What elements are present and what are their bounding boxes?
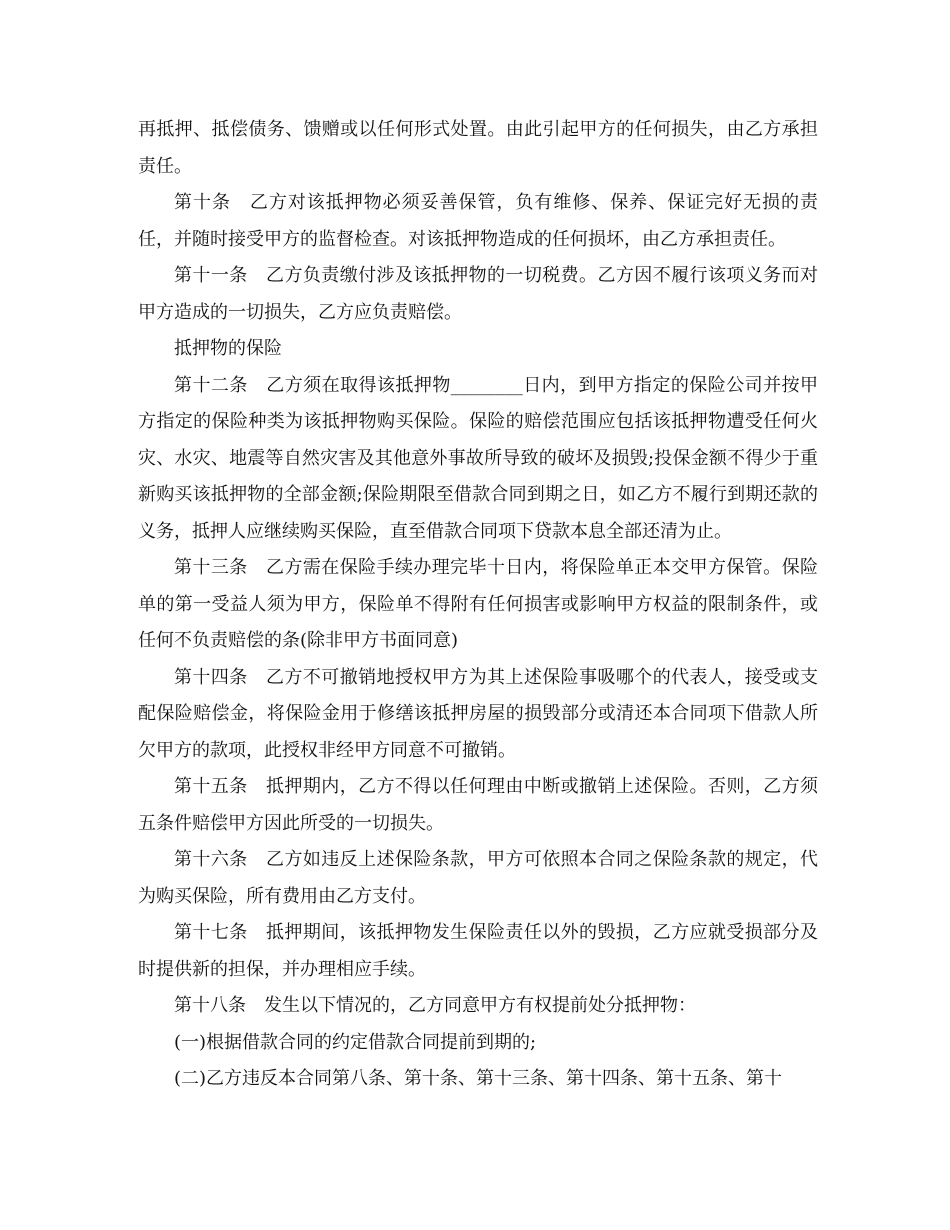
paragraph-article-10: 第十条 乙方对该抵押物必须妥善保管，负有维修、保养、保证完好无损的责任，并随时接受甲方的监督检查。对该抵押物造成的任何损坏，由乙方承担责任。 — [138, 192, 818, 250]
paragraph-article-17: 第十七条 抵押期间，该抵押物发生保险责任以外的毁损，乙方应就受损部分及时提供新的担保，并办理相应手续。 — [138, 922, 818, 980]
paragraph-article-11: 第十一条 乙方负责缴付涉及该抵押物的一切税费。乙方因不履行该项义务而对甲方造成的一切损失，乙方应负责赔偿。 — [138, 265, 818, 323]
paragraph-article-16: 第十六条 乙方如违反上述保险条款，甲方可依照本合同之保险条款的规定，代为购买保险，所有费用由乙方支付。 — [138, 849, 818, 907]
paragraph-article-12: 第十二条 乙方须在取得该抵押物________日内，到甲方指定的保险公司并按甲方指定的保险种类为该抵押物购买保险。保险的赔偿范围应包括该抵押物遭受任何火灾、水灾、地震等自然灾害及其他意外事故所导致的破坏及损毁;投保金额不得少于重新购买该抵押物的全部金额;保险期限至借款合同到期之日，如乙方不履行到期还款的义务，抵押人应继续购买保险，直至借款合同项下贷款本息全部还清为止。 — [138, 374, 818, 542]
paragraph-article-14: 第十四条 乙方不可撤销地授权甲方为其上述保险事吸哪个的代表人，接受或支配保险赔偿金，将保险金用于修缮该抵押房屋的损毁部分或清还本合同项下借款人所欠甲方的款项，此授权非经甲方同意不可撤销。 — [138, 666, 818, 761]
section-heading-insurance: 抵押物的保险 — [174, 338, 282, 359]
document-body — [138, 112, 818, 1098]
list-item-2: (二)乙方违反本合同第八条、第十条、第十三条、第十四条、第十五条、第十 — [174, 1068, 783, 1089]
paragraph-article-13: 第十三条 乙方需在保险手续办理完毕十日内，将保险单正本交甲方保管。保险单的第一受益人须为甲方，保险单不得附有任何损害或影响甲方权益的限制条件，或任何不负责赔偿的条(除非甲方书面同意) — [138, 557, 818, 651]
paragraph-article-18: 第十八条 发生以下情况的，乙方同意甲方有权提前处分抵押物： — [174, 995, 696, 1016]
paragraph-article-15: 第十五条 抵押期内，乙方不得以任何理由中断或撤销上述保险。否则，乙方须五条件赔偿甲方因此所受的一切损失。 — [138, 776, 818, 834]
list-item-1: (一)根据借款合同的约定借款合同提前到期的; — [174, 1031, 537, 1053]
paragraph-continuation: 再抵押、抵偿债务、馈赠或以任何形式处置。由此引起甲方的任何损失，由乙方承担责任。 — [138, 119, 818, 177]
